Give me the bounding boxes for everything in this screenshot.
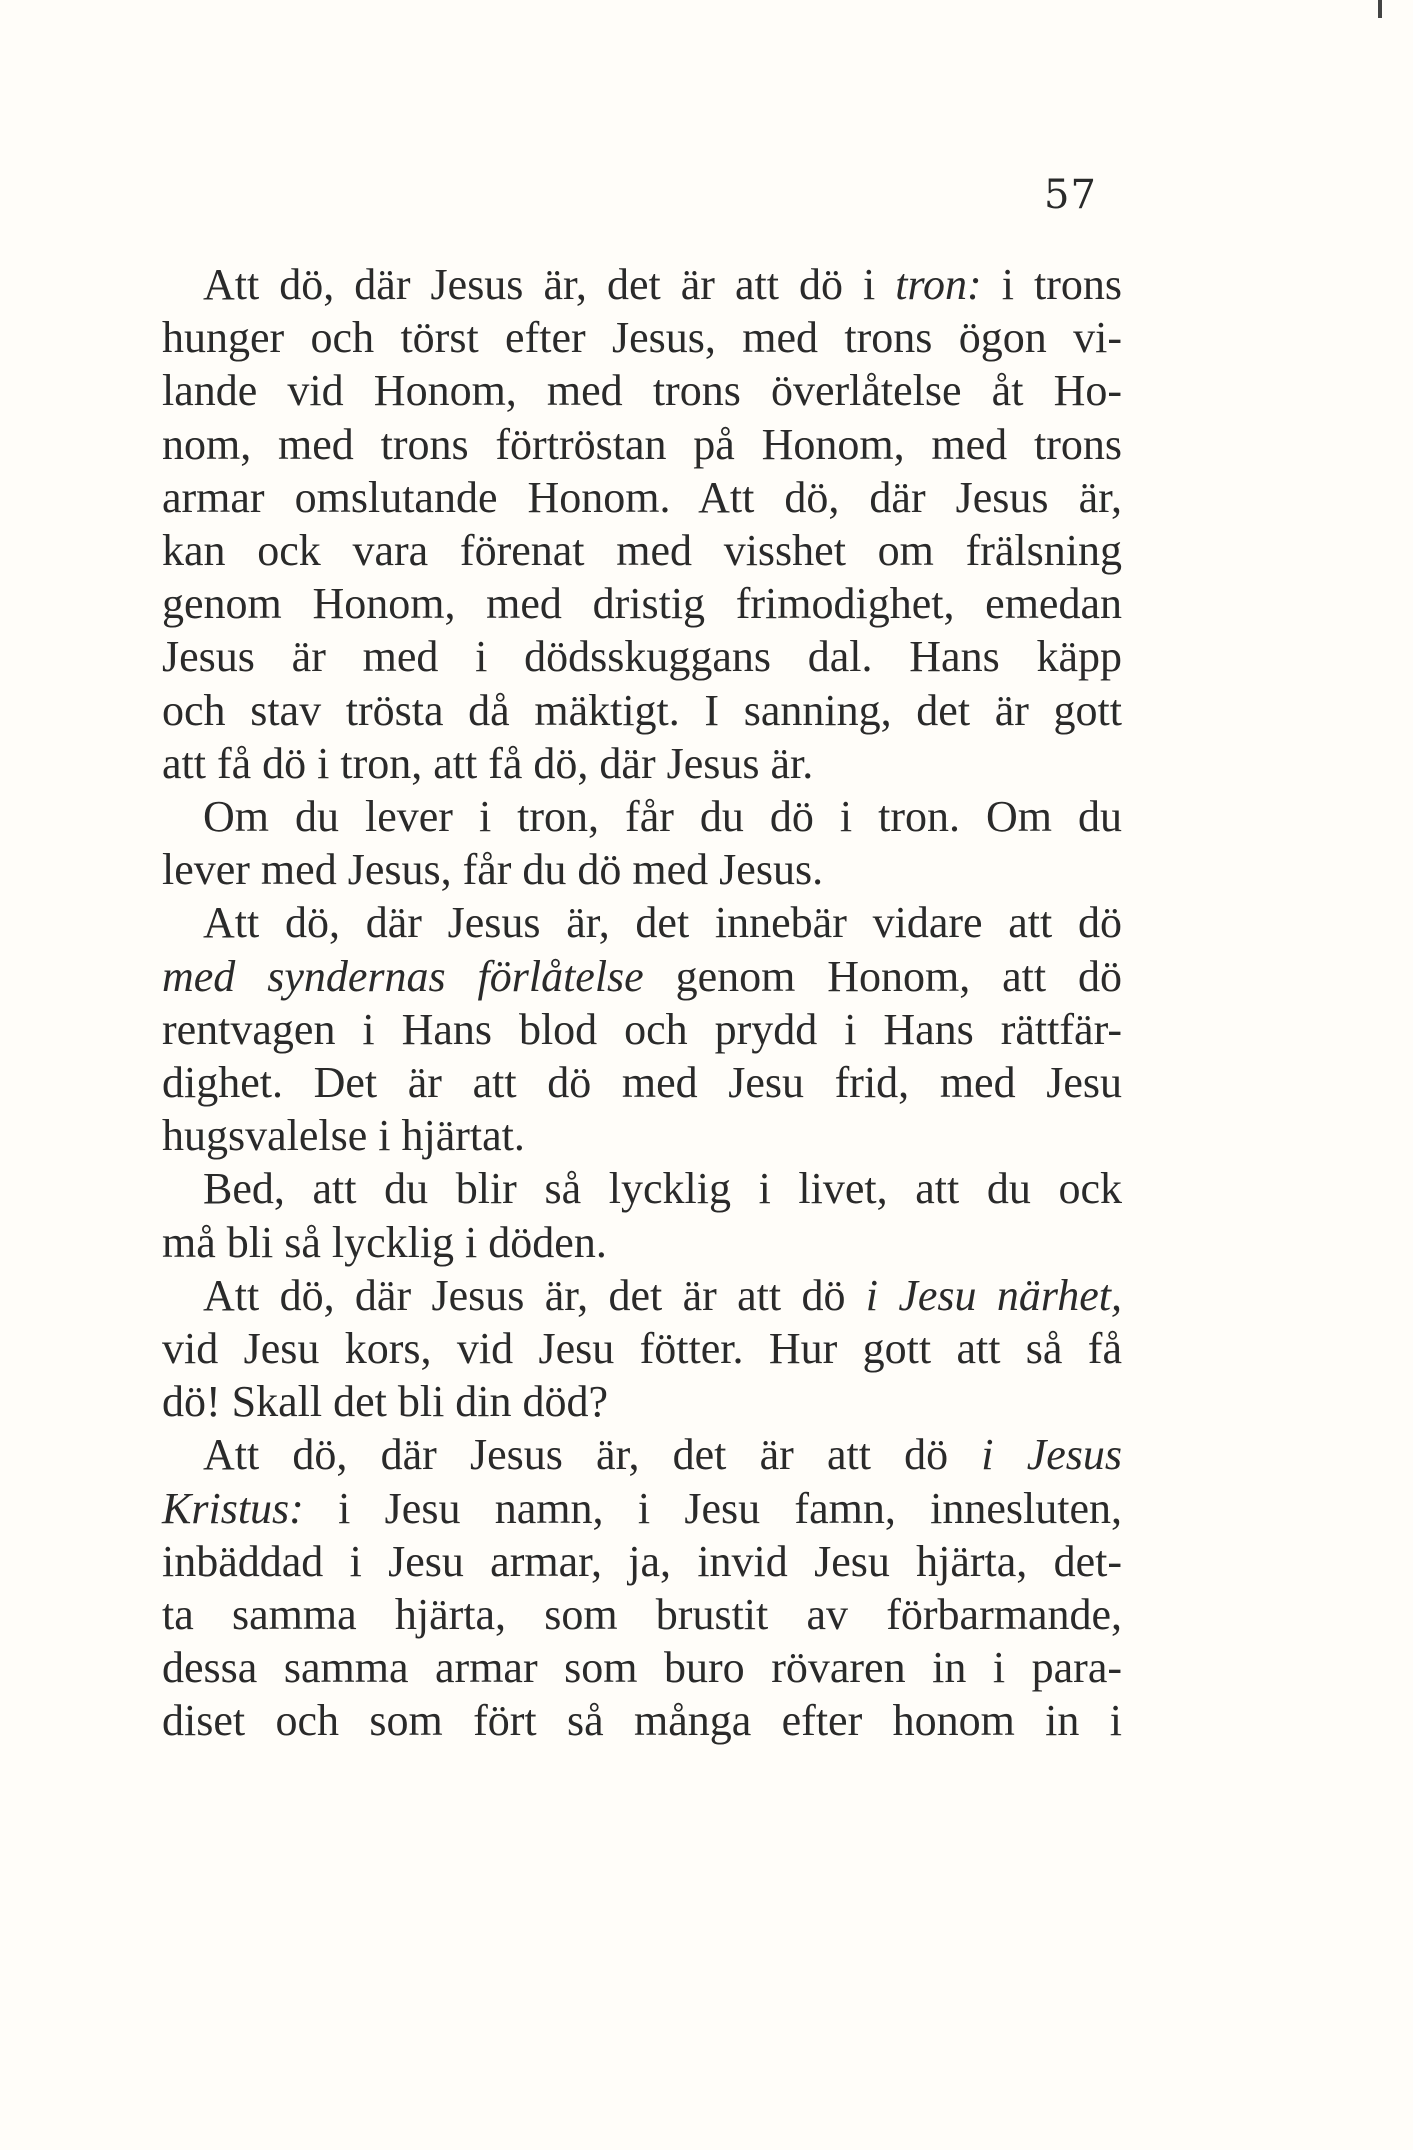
text-segment: Att dö, där Jesus är, det är att dö i xyxy=(203,260,896,309)
text-segment: dessa samma armar som buro rövaren in i para- xyxy=(162,1643,1122,1693)
text-line xyxy=(162,630,1122,684)
edge-mark xyxy=(1378,0,1382,18)
text-segment: hunger och törst efter Jesus, med trons ögon vi- xyxy=(162,313,1122,363)
text-line xyxy=(162,737,1122,791)
text-segment: diset och som fört så många efter honom in i xyxy=(162,1696,1122,1746)
text-segment: kan ock vara förenat med visshet om frälsning xyxy=(162,526,1122,575)
text-segment: i trons xyxy=(981,260,1122,309)
text-line xyxy=(162,1641,1122,1695)
text-segment: rentvagen i Hans blod och prydd i Hans rättfär- xyxy=(162,1004,1122,1054)
text-segment: dighet. Det är att dö med Jesu frid, med Jesu xyxy=(162,1058,1122,1107)
text-segment: inbäddad i Jesu armar, ja, invid Jesu hjärta, det- xyxy=(162,1536,1122,1586)
text-segment: att få dö i tron, att få dö, där Jesus är. xyxy=(162,738,814,788)
text-line xyxy=(203,1428,1122,1482)
text-line xyxy=(162,524,1122,578)
italic-text: Kristus: xyxy=(162,1483,304,1533)
text-line xyxy=(162,950,1122,1004)
text-line xyxy=(162,1216,1122,1270)
text-segment: och stav trösta då mäktigt. I sanning, det är gott xyxy=(162,685,1122,735)
text-segment: Bed, att du blir så lycklig i livet, att du ock xyxy=(203,1164,1122,1214)
text-segment: i Jesu namn, i Jesu famn, innesluten, xyxy=(303,1483,1122,1533)
text-line xyxy=(203,258,1122,312)
text-segment: Att dö, där Jesus är, det innebär vidare att dö xyxy=(203,898,1122,948)
text-line xyxy=(162,311,1122,365)
text-line xyxy=(162,1694,1122,1748)
text-line xyxy=(162,1482,1122,1536)
page-number: 57 xyxy=(1044,172,1097,218)
text-line xyxy=(162,1535,1122,1589)
text-line xyxy=(203,790,1122,844)
text-segment: genom Honom, med dristig frimodighet, emedan xyxy=(162,579,1122,629)
text-segment: nom, med trons förtröstan på Honom, med trons xyxy=(162,419,1122,469)
text-segment: genom Honom, att dö xyxy=(643,951,1123,1001)
text-line xyxy=(162,1003,1122,1057)
text-segment: Om du lever i tron, får du dö i tron. Om du xyxy=(203,792,1122,841)
text-segment: ta samma hjärta, som brustit av förbarmande, xyxy=(162,1590,1122,1639)
text-segment: Att dö, där Jesus är, det är att dö xyxy=(203,1270,866,1320)
text-segment: må bli så lycklig i döden. xyxy=(162,1217,607,1267)
text-line xyxy=(162,471,1122,525)
italic-text: i Jesus xyxy=(981,1430,1123,1480)
italic-text: med syndernas förlåtelse xyxy=(162,951,644,1001)
text-line xyxy=(203,1162,1122,1216)
text-line xyxy=(203,896,1122,950)
text-line xyxy=(162,364,1122,418)
text-line xyxy=(203,1269,1122,1323)
text-segment: dö! Skall det bli din död? xyxy=(162,1377,609,1427)
text-segment: lever med Jesus, får du dö med Jesus. xyxy=(162,845,824,895)
text-line xyxy=(162,684,1122,738)
text-line xyxy=(162,1375,1122,1429)
text-line xyxy=(162,843,1122,897)
text-segment: lande vid Honom, med trons överlåtelse åt Ho- xyxy=(162,366,1122,416)
text-segment: hugsvalelse i hjärtat. xyxy=(162,1111,525,1161)
text-line xyxy=(162,1109,1122,1163)
text-line xyxy=(162,418,1122,472)
text-line xyxy=(162,1588,1122,1642)
text-segment: vid Jesu kors, vid Jesu fötter. Hur gott att så få xyxy=(162,1324,1122,1373)
text-segment: Jesus är med i dödsskuggans dal. Hans käpp xyxy=(162,632,1122,682)
text-segment: armar omslutande Honom. Att dö, där Jesus är, xyxy=(162,472,1122,522)
text-line xyxy=(162,577,1122,631)
italic-text: tron: xyxy=(895,260,982,309)
text-line xyxy=(162,1322,1122,1376)
text-segment: Att dö, där Jesus är, det är att dö xyxy=(203,1430,982,1480)
italic-text: i Jesu närhet, xyxy=(865,1270,1122,1320)
text-line xyxy=(162,1056,1122,1110)
